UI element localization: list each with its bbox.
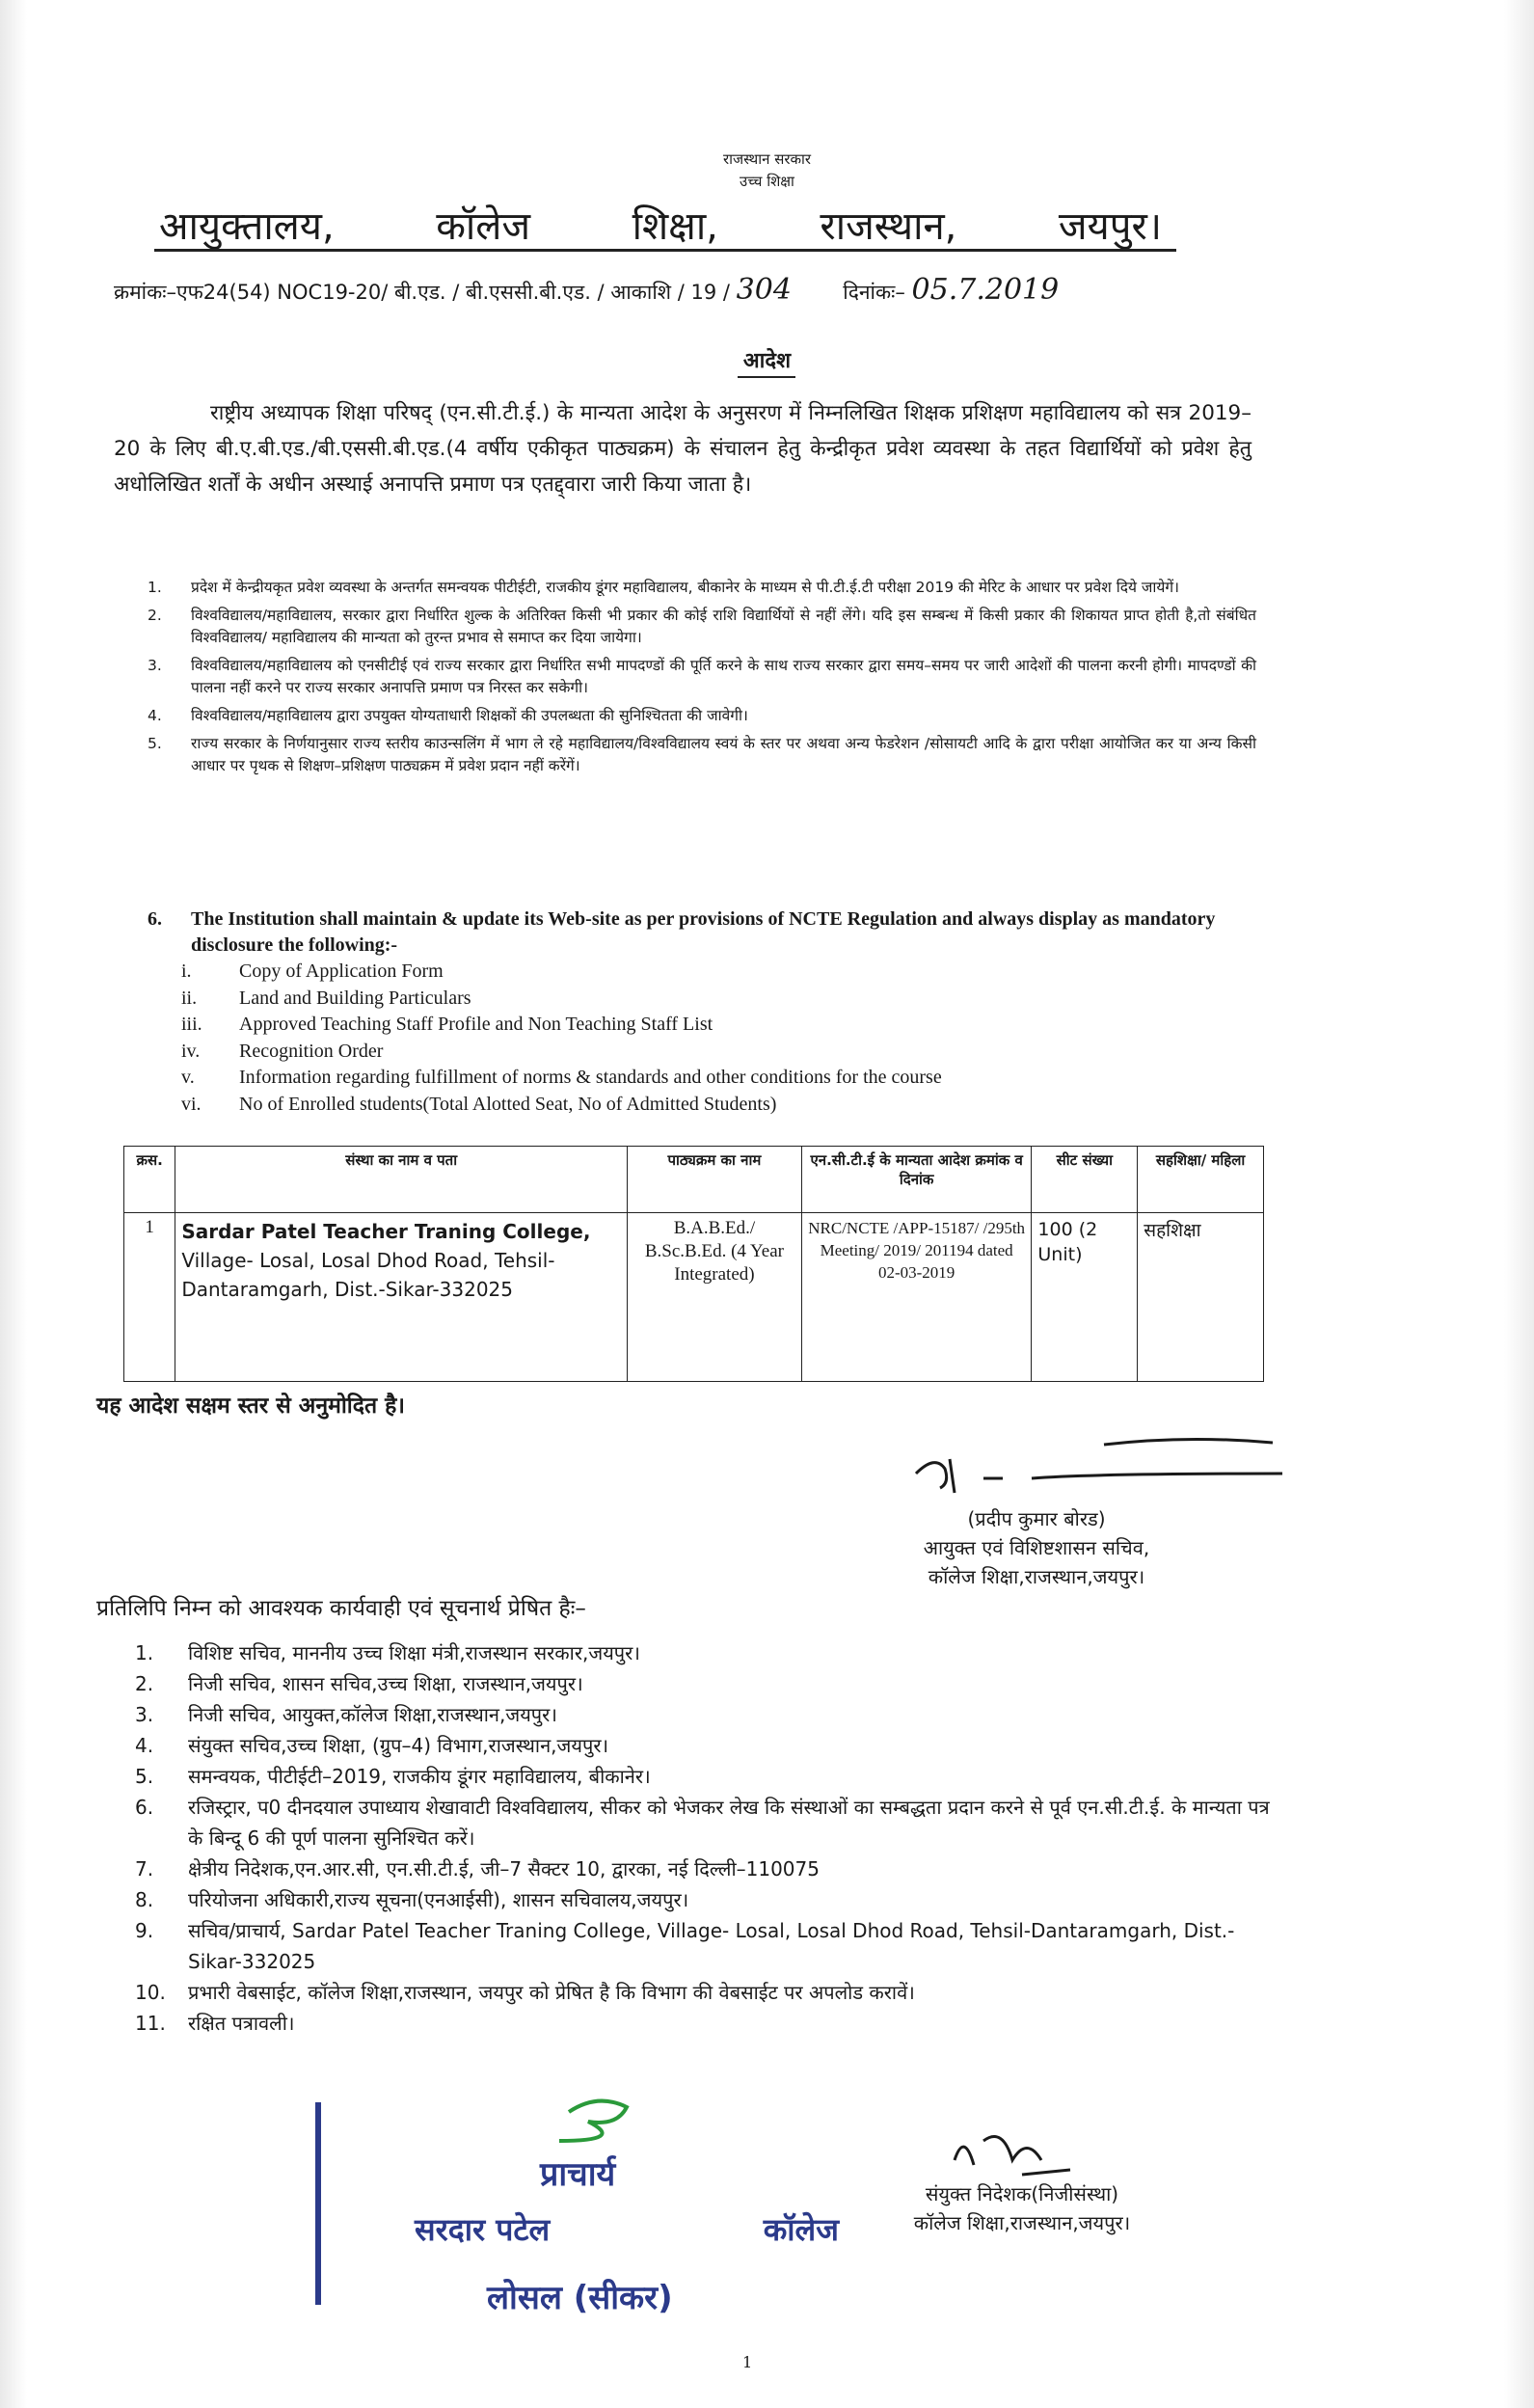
title-word: राजस्थान, [820,204,957,249]
roman-number: i. [181,960,192,982]
title-word: शिक्षा, [632,204,718,249]
stamp-college-name: सरदार पटेल [415,2211,551,2248]
column-header: क्रस. [124,1147,175,1213]
institution-cell [175,1213,628,1382]
signatory-designation: आयुक्त एवं विशिष्टशासन सचिव, [923,1536,1150,1559]
date-label: दिनांकः– [843,281,905,304]
condition-text: विश्वविद्यालय/महाविद्यालय, सरकार द्वारा निर्धारित शुल्क के अतिरिक्त किसी भी प्रकार की कोई राशि विद्यार्थियों से नहीं लेंगे। यदि इस सम्बन्ध में किसी प्रकार की शिकायत प्राप्त होती है,तो संबंधित विश्वविद्यालय/ महाविद्यालय की मान्यता को तुरन्त प्रभाव से समाप्त कर दिया जायेगा। [191,607,1256,646]
condition-number: 2. [148,607,162,624]
list-item [135,1699,1273,1730]
item-text: संयुक्त सचिव,उच्च शिक्षा, (ग्रुप–4) विभाग,राजस्थान,जयपुर। [188,1734,609,1757]
title-word: कॉलेज [436,204,531,249]
condition-number: 5. [148,735,162,752]
item-text: निजी सचिव, शासन सचिव,उच्च शिक्षा, राजस्थान,जयपुर। [188,1672,583,1695]
table-row [124,1213,1264,1382]
order-heading-underline [738,376,795,378]
disclosure-text: The Institution shall maintain & update its Web-site as per provisions of NCTE Regulation and always display as mandatory disclosure the following:- [191,908,1216,956]
list-item [135,1761,1273,1792]
column-header: सहशिक्षा/ महिला [1138,1147,1264,1213]
column-header: संस्था का नाम व पता [175,1147,628,1213]
item-text: सचिव/प्राचार्य, Sardar Patel Teacher Traning College, Village- Losal, Losal Dhod Road, Tehsil-Dantaramgarh, Dist.-Sikar-332025 [188,1919,1235,1973]
joint-director-designation: संयुक्त निदेशक(निजीसंस्था) [925,2182,1119,2205]
condition-text: विश्वविद्यालय/महाविद्यालय को एनसीटीई एवं राज्य सरकार द्वारा निर्धारित सभी मापदण्डों की पूर्ति करने के साथ राज्य सरकार द्वारा समय–समय पर जारी आदेशों की पालना करनी होगी। मापदण्डों की पालना नहीं करने पर राज्य सरकार अनापत्ति प्रमाण पत्र निरस्त कर सकेगी। [191,657,1256,696]
signatory-name: (प्रदीप कुमार बोरड) [967,1507,1106,1530]
disclosure-item [143,1092,1261,1119]
condition-number: 6. [148,908,162,930]
reference-line [114,273,1059,307]
page-number: 1 [742,2353,753,2371]
list-item [135,1915,1273,1977]
item-text: समन्वयक, पीटीईटी–2019, राजकीय डूंगर महाविद्यालय, बीकानेर। [188,1765,651,1788]
disclosure-item-text: Approved Teaching Staff Profile and Non Teaching Staff List [239,1014,713,1035]
approval-note: यह आदेश सक्षम स्तर से अनुमोदित है। [96,1393,406,1419]
list-item [135,1637,1273,1668]
seats-cell: 100 (2 Unit) [1032,1213,1138,1382]
stamp-college-word: कॉलेज [763,2211,839,2248]
item-text: क्षेत्रीय निदेशक,एन.आर.सी, एन.सी.टी.ई, जी–7 सैक्टर 10, द्वारका, नई दिल्ली–110075 [188,1857,820,1880]
roman-number: iii. [181,1014,202,1035]
item-text: रजिस्ट्रार, प0 दीनदयाल उपाध्याय शेखावाटी विश्वविद्यालय, सीकर को भेजकर लेख कि संस्थाओं का सम्बद्धता प्रदान करने से पूर्व एन.सी.टी.ई. के मान्यता पत्र के बिन्दू 6 की पूर्ण पालना सुनिश्चित करें। [188,1796,1270,1850]
item-number: 10. [135,1981,166,2004]
copy-heading: प्रतिलिपि निम्न को आवश्यक कार्यवाही एवं सूचनार्थ प्रेषित हैः– [96,1596,586,1621]
office-title [159,198,1162,251]
copy-recipient-list [135,1637,1273,2039]
reference-number: क्रमांकः–एफ24(54) NOC19-20/ बी.एड. / बी.एससी.बी.एड. / आकाशि / 19 / [114,281,730,304]
date-handwritten: 05.7.2019 [911,273,1060,307]
condition-text: प्रदेश में केन्द्रीयकृत प्रवेश व्यवस्था के अन्तर्गत समन्वयक पीटीईटी, राजकीय डूंगर महाविद्यालय, बीकानेर के माध्यम से पी.टी.ई.टी परीक्षा 2019 की मेरिट के आधार पर प्रवेश दिये जायेगें। [191,579,1179,596]
reference-handwritten-number: 304 [736,273,792,307]
condition-item [143,705,1256,727]
item-text: विशिष्ट सचिव, माननीय उच्च शिक्षा मंत्री,राजस्थान सरकार,जयपुर। [188,1641,640,1664]
condition-item [143,733,1256,777]
disclosure-item [143,986,1261,1013]
stamp-principal-text: प्राचार्य [540,2155,616,2194]
disclosure-item [143,1012,1261,1039]
item-number: 11. [135,2012,166,2035]
intro-paragraph: राष्ट्रीय अध्यापक शिक्षा परिषद् (एन.सी.टी.ई.) के मान्यता आदेश के अनुसरण में निम्नलिखित शिक्षक प्रशिक्षण महाविद्यालय को सत्र 2019–20 के लिए बी.ए.बी.एड./बी.एससी.बी.एड.(4 वर्षीय एकीकृत पाठ्यक्रम) के संचालन हेतु केन्द्रीकृत प्रवेश व्यवस्था के तहत विद्यार्थियों को प्रवेश हेतु अधोलिखित शर्तों के अधीन अस्थाई अनापत्ति प्रमाण पत्र एतद्द्वारा जारी किया जाता है। [114,401,1251,497]
column-header: एन.सी.टी.ई के मान्यता आदेश क्रमांक व दिनांक [801,1147,1031,1213]
disclosure-item-text: Land and Building Particulars [239,987,471,1009]
dept-line: उच्च शिक्षा [740,173,794,190]
item-text: प्रभारी वेबसाईट, कॉलेज शिक्षा,राजस्थान, जयपुर को प्रेषित है कि विभाग की वेबसाईट पर अपलोड करावें। [188,1981,915,2004]
order-heading: आदेश [742,349,792,373]
list-item [135,1884,1273,1915]
course-cell: B.A.B.Ed./ B.Sc.B.Ed. (4 Year Integrated) [627,1213,801,1382]
stamp-college-text [415,2208,839,2250]
item-number: 1. [135,1641,154,1664]
item-text: रक्षित पत्रावली। [188,2012,295,2035]
condition-item [143,605,1256,649]
roman-number: ii. [181,987,198,1009]
coed-cell: सहशिक्षा [1138,1213,1264,1382]
disclosure-item-text: Information regarding fulfillment of norms & standards and other conditions for the course [239,1067,942,1088]
disclosure-item-text: Copy of Application Form [239,960,444,982]
title-word: आयुक्तालय, [159,204,335,249]
stamp-location-text: लोसल (सीकर) [487,2279,673,2317]
joint-director-signature [945,2122,1090,2179]
condition-number: 1. [148,579,162,596]
item-number: 2. [135,1672,154,1695]
item-number: 8. [135,1888,154,1911]
joint-director-office: कॉलेज शिक्षा,राजस्थान,जयपुर। [913,2211,1131,2234]
list-item [135,1792,1273,1853]
item-number: 5. [135,1765,154,1788]
table-header-row [124,1147,1264,1213]
disclosure-item-text: Recognition Order [239,1040,384,1062]
column-header: पाठ्यक्रम का नाम [627,1147,801,1213]
list-item [135,1853,1273,1884]
list-item [135,1977,1273,2008]
signatory-office: कॉलेज शिक्षा,राजस्थान,जयपुर। [928,1565,1145,1588]
item-number: 4. [135,1734,154,1757]
item-number: 9. [135,1919,154,1942]
roman-number: iv. [181,1040,201,1062]
item-number: 7. [135,1857,154,1880]
commissioner-signature [897,1435,1331,1512]
disclosure-item-text: No of Enrolled students(Total Alotted Seat, No of Admitted Students) [239,1093,777,1115]
condition-number: 3. [148,657,162,674]
condition-number: 4. [148,707,162,724]
disclosure-item [143,959,1261,986]
disclosure-condition [143,906,1261,1118]
list-item [135,1730,1273,1761]
title-underline [154,249,1176,252]
condition-item [143,655,1256,699]
disclosure-item [143,1039,1261,1066]
title-word: जयपुर। [1058,204,1162,249]
condition-item [143,577,1256,599]
condition-text: विश्वविद्यालय/महाविद्यालय द्वारा उपयुक्त योग्यताधारी शिक्षकों की उपलब्धता की सुनिश्चितता की जावेगी। [191,707,748,724]
item-text: परियोजना अधिकारी,राज्य सूचना(एनआईसी), शासन सचिवालय,जयपुर। [188,1888,689,1911]
govt-line: राजस्थान सरकार [722,150,812,168]
item-number: 3. [135,1703,154,1726]
recognition-cell: NRC/NCTE /APP-15187/ /295th Meeting/ 2019/ 201194 dated 02-03-2019 [801,1213,1031,1382]
roman-number: v. [181,1067,195,1088]
joint-director-block [868,2179,1176,2237]
institution-address: Village- Losal, Losal Dhod Road, Tehsil-Dantaramgarh, Dist.-Sikar-332025 [181,1249,555,1301]
disclosure-item [143,1065,1261,1092]
serial-cell: 1 [124,1213,175,1382]
institution-table [123,1146,1264,1382]
condition-text: राज्य सरकार के निर्णयानुसार राज्य स्तरीय काउन्सलिंग में भाग ले रहे महाविद्यालय/विश्वविद्यालय स्वयं के स्तर पर अथवा अन्य फेडरेशन /सोसायटी आदि के द्वारा परीक्षा आयोजित कर या अन्य किसी आधार पर पृथक से शिक्षण–प्रशिक्षण पाठ्यक्रम में प्रवेश प्रदान नहीं करेंगें। [191,735,1256,774]
item-text: निजी सचिव, आयुक्त,कॉलेज शिक्षा,राजस्थान,जयपुर। [188,1703,557,1726]
signatory-block [877,1504,1196,1591]
disclosure-heading [143,906,1261,959]
item-number: 6. [135,1796,154,1819]
institution-name: Sardar Patel Teacher Traning College, [181,1220,591,1243]
list-item [135,2008,1273,2039]
conditions-list [143,577,1256,783]
roman-number: vi. [181,1093,202,1115]
list-item [135,1668,1273,1699]
column-header: सीट संख्या [1032,1147,1138,1213]
